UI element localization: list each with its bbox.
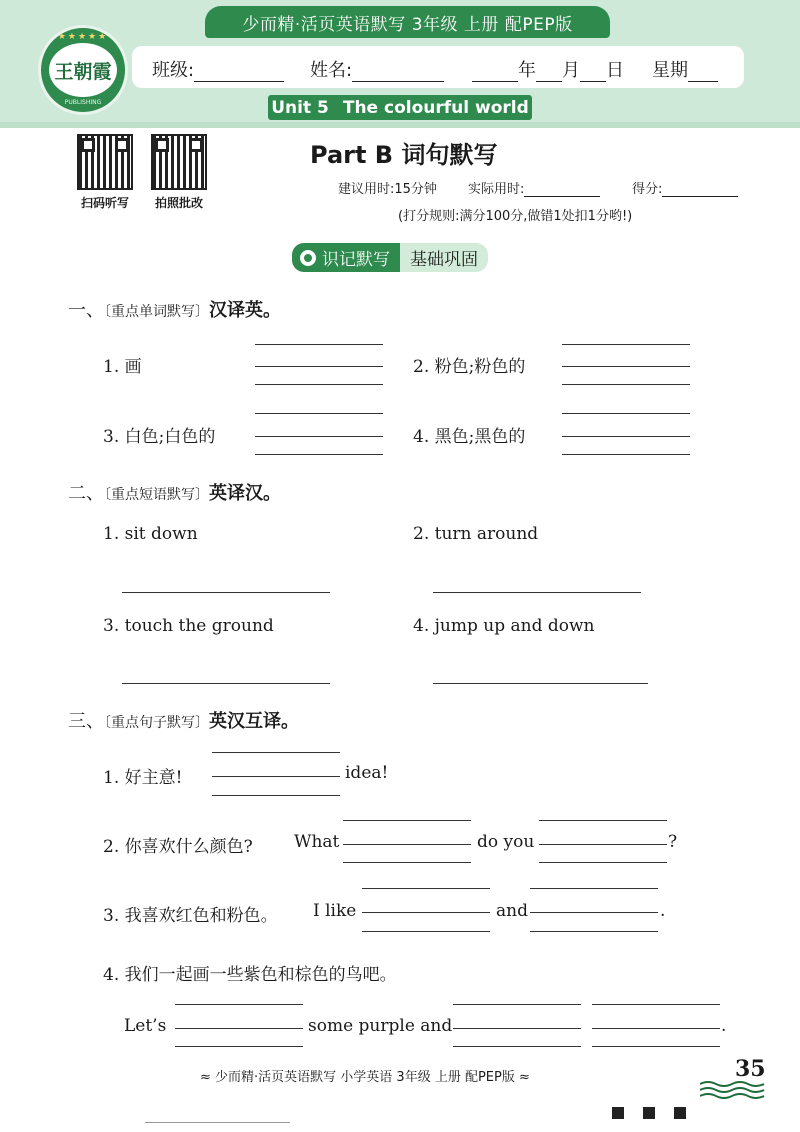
section-tag: 〔重点单词默写〕	[104, 304, 209, 320]
qr-caption: 扫码听写	[80, 196, 129, 210]
qr-caption: 拍照批改	[154, 196, 203, 210]
answer-line[interactable]	[433, 592, 641, 593]
page-number: 35	[735, 1056, 766, 1082]
answer-line[interactable]	[343, 820, 471, 821]
score-field	[632, 178, 738, 197]
student-info-box	[132, 46, 744, 88]
section-badge	[292, 243, 488, 272]
scoring-rule: (打分规则:满分100分,做错1处扣1分哟!)	[398, 209, 633, 224]
answer-line[interactable]	[530, 912, 658, 913]
qr-code-icon	[77, 134, 133, 190]
s3-item-1-end: idea!	[345, 763, 389, 783]
s3-item-3-mid: and	[496, 901, 528, 921]
suggested-time: 建议用时:15分钟	[338, 182, 437, 197]
unit-number: Unit 5	[271, 97, 329, 118]
weekday-label: 星期	[652, 60, 688, 81]
answer-line[interactable]	[255, 366, 383, 367]
logo-stars: ★★★★★	[57, 32, 109, 42]
answer-line[interactable]	[562, 384, 690, 385]
answer-line[interactable]	[255, 413, 383, 414]
s3-item-2-prompt: 2. 你喜欢什么颜色?	[103, 837, 253, 857]
month-blank[interactable]	[536, 63, 562, 82]
publisher-logo	[38, 25, 128, 115]
answer-line[interactable]	[539, 820, 667, 821]
answer-line[interactable]	[433, 683, 648, 684]
answer-line[interactable]	[255, 454, 383, 455]
answer-line[interactable]	[343, 862, 471, 863]
weekday-blank[interactable]	[688, 63, 718, 82]
section-1-heading	[68, 296, 281, 322]
class-blank[interactable]	[194, 63, 284, 82]
square-mark	[612, 1107, 624, 1119]
answer-line[interactable]	[562, 366, 690, 367]
s3-item-2-start: What	[294, 832, 340, 852]
actual-time-field	[468, 178, 600, 197]
class-field	[152, 56, 284, 82]
section-3-heading	[68, 707, 299, 733]
s1-item-1: 1. 画	[103, 357, 142, 377]
s3-item-4-start: Let’s	[124, 1016, 167, 1036]
answer-line[interactable]	[562, 454, 690, 455]
qr-grade[interactable]	[149, 134, 209, 211]
answer-line[interactable]	[562, 344, 690, 345]
answer-line[interactable]	[122, 592, 330, 593]
page-footer: ≈ 少而精·活页英语默写 小学英语 3年级 上册 配PEP版 ≈	[200, 1070, 530, 1085]
page-header	[0, 0, 800, 128]
s3-item-2-end: ?	[668, 832, 678, 852]
answer-line[interactable]	[255, 384, 383, 385]
month-label: 月	[562, 60, 580, 81]
section-2-heading	[68, 479, 281, 505]
s2-item-4: 4. jump up and down	[413, 616, 595, 636]
qr-listen[interactable]	[75, 134, 135, 211]
answer-line[interactable]	[212, 776, 340, 777]
section-tag: 〔重点句子默写〕	[104, 715, 209, 731]
s1-item-3: 3. 白色;白色的	[103, 427, 216, 447]
score-label: 得分:	[632, 182, 663, 197]
answer-line[interactable]	[362, 888, 490, 889]
answer-line[interactable]	[592, 1028, 720, 1029]
answer-line[interactable]	[175, 1004, 303, 1005]
answer-line[interactable]	[562, 436, 690, 437]
answer-line[interactable]	[453, 1028, 581, 1029]
name-field	[310, 56, 444, 82]
class-label: 班级:	[152, 60, 195, 81]
answer-line[interactable]	[592, 1004, 720, 1005]
unit-banner	[268, 95, 532, 120]
section-task: 汉译英。	[209, 300, 281, 321]
series-title: 少而精·活页英语默写 3年级 上册 配PEP版	[205, 6, 610, 38]
day-label: 日	[606, 60, 624, 81]
section-task: 英译汉。	[209, 483, 281, 504]
s2-item-3: 3. touch the ground	[103, 616, 274, 636]
section-number: 三、	[68, 711, 104, 732]
section-tag: 〔重点短语默写〕	[104, 487, 209, 503]
answer-line[interactable]	[343, 844, 471, 845]
name-blank[interactable]	[352, 63, 444, 82]
s3-item-4-mid: some purple and	[308, 1016, 453, 1036]
medal-icon	[300, 250, 316, 266]
s1-item-2: 2. 粉色;粉色的	[413, 357, 526, 377]
name-label: 姓名:	[310, 60, 353, 81]
s3-item-1-prompt: 1. 好主意!	[103, 768, 183, 788]
score-blank[interactable]	[662, 183, 738, 197]
logo-subtext: PUBLISHING	[64, 99, 102, 106]
answer-line[interactable]	[255, 436, 383, 437]
s3-item-2-mid: do you	[477, 832, 535, 852]
answer-line[interactable]	[530, 931, 658, 932]
answer-line[interactable]	[539, 862, 667, 863]
s3-item-3-start: I like	[313, 901, 357, 921]
answer-line[interactable]	[175, 1046, 303, 1047]
answer-line[interactable]	[562, 413, 690, 414]
answer-line[interactable]	[255, 344, 383, 345]
answer-line[interactable]	[453, 1004, 581, 1005]
s1-item-4: 4. 黑色;黑色的	[413, 427, 526, 447]
logo-text: 王朝霞	[49, 43, 117, 97]
s2-item-2: 2. turn around	[413, 524, 539, 544]
s2-item-1: 1. sit down	[103, 524, 198, 544]
answer-line[interactable]	[530, 888, 658, 889]
year-label: 年	[518, 60, 536, 81]
weekday-field	[652, 56, 718, 82]
footer-divider	[145, 1122, 290, 1123]
section-number: 一、	[68, 300, 104, 321]
badge-memorize	[292, 243, 400, 272]
date-field	[472, 56, 624, 82]
day-blank[interactable]	[580, 63, 606, 82]
page-title: Part B 词句默写	[310, 141, 498, 169]
actual-time-blank[interactable]	[524, 183, 600, 197]
s3-item-3-end: .	[660, 901, 666, 921]
answer-line[interactable]	[362, 912, 490, 913]
s3-item-4-prompt: 4. 我们一起画一些紫色和棕色的鸟吧。	[103, 965, 397, 985]
unit-title: The colourful world	[342, 97, 529, 118]
section-task: 英汉互译。	[209, 711, 299, 732]
year-blank[interactable]	[472, 63, 518, 82]
answer-line[interactable]	[539, 844, 667, 845]
actual-time-label: 实际用时:	[468, 182, 525, 197]
answer-line[interactable]	[122, 683, 330, 684]
wave-decoration-icon	[700, 1080, 770, 1100]
badge-basic: 基础巩固	[400, 243, 488, 272]
answer-line[interactable]	[212, 752, 340, 753]
section-number: 二、	[68, 483, 104, 504]
s3-item-4-end: .	[721, 1016, 727, 1036]
answer-line[interactable]	[175, 1028, 303, 1029]
badge-left-label: 识记默写	[322, 250, 390, 270]
qr-code-icon	[151, 134, 207, 190]
answer-line[interactable]	[362, 931, 490, 932]
square-mark	[643, 1107, 655, 1119]
s3-item-3-prompt: 3. 我喜欢红色和粉色。	[103, 906, 278, 926]
answer-line[interactable]	[592, 1046, 720, 1047]
answer-line[interactable]	[212, 795, 340, 796]
square-mark	[674, 1107, 686, 1119]
answer-line[interactable]	[453, 1046, 581, 1047]
